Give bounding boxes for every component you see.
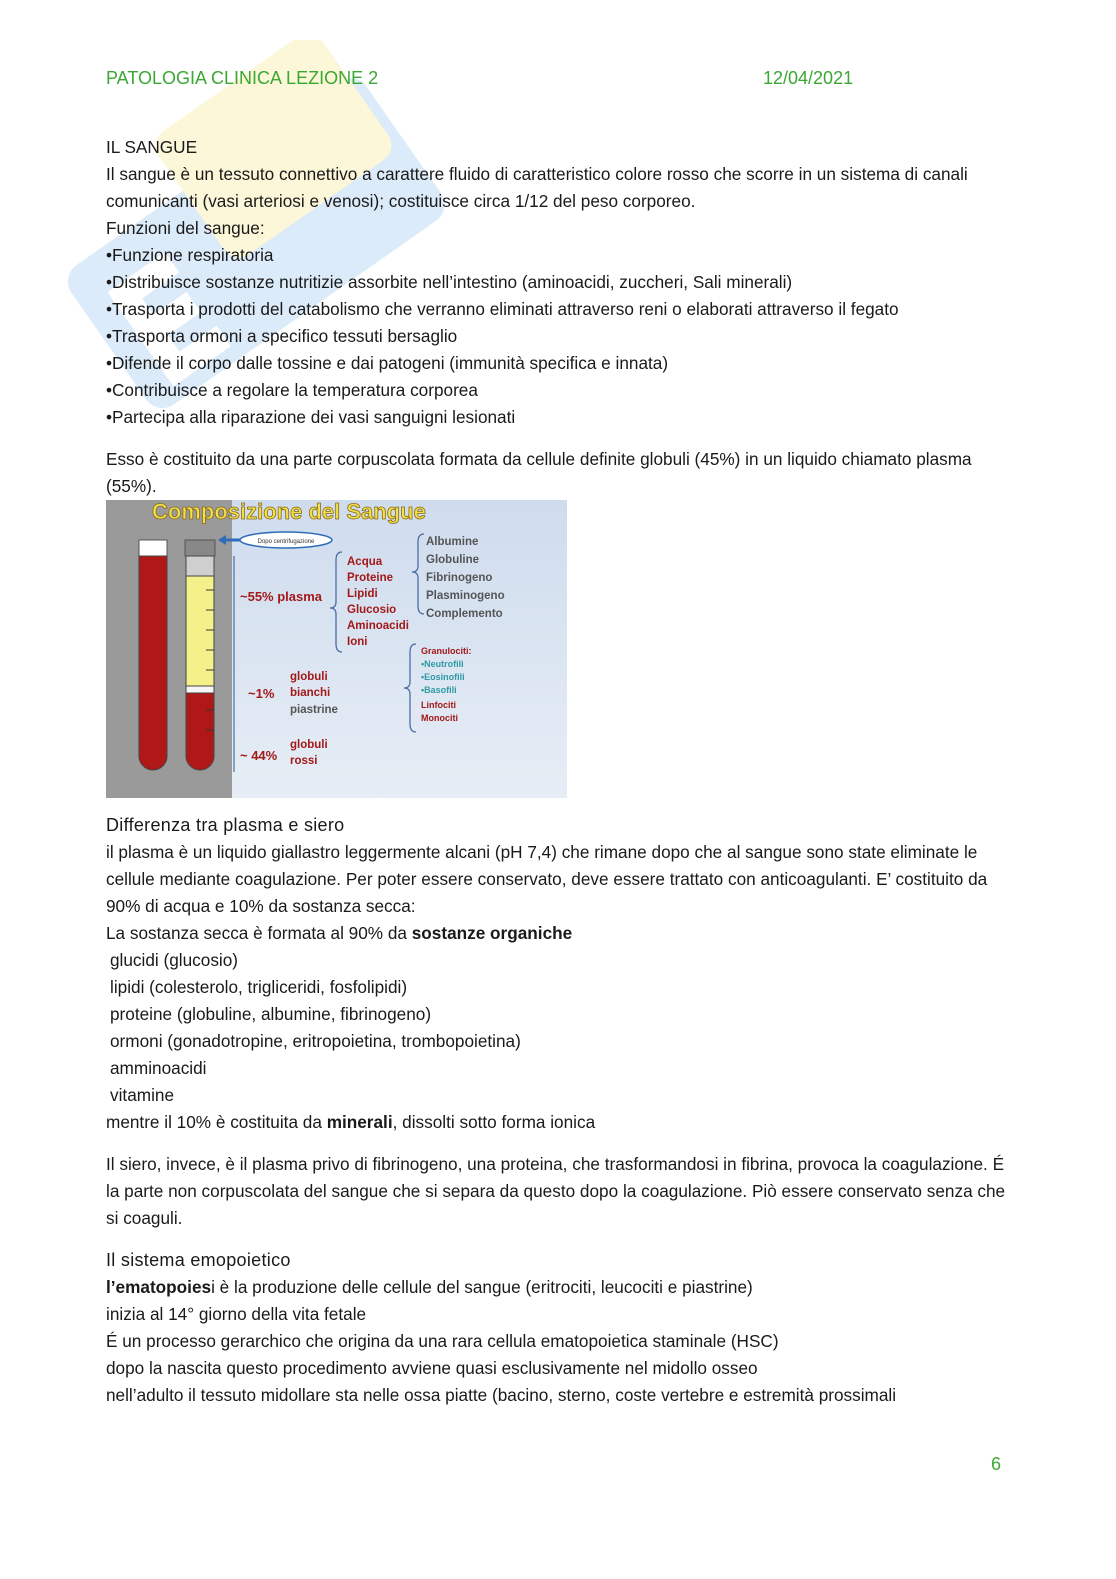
plasma-item: Ioni	[347, 636, 368, 648]
tube-right-empty	[186, 556, 214, 576]
list-item: •Distribuisce sostanze nutritizie assorbite nell’intestino (aminoacidi, zuccheri, Sali minerali)	[106, 272, 793, 292]
protein-item: Globuline	[426, 554, 480, 566]
plasma-item: Lipidi	[347, 588, 378, 600]
section-title-plasma-siero: Differenza tra plasma e siero	[106, 815, 345, 835]
list-item: •Trasporta i prodotti del catabolismo che verranno eliminati attraverso reni o elaborati attraverso il fegato	[106, 299, 899, 319]
buffy-label: bianchi	[290, 687, 331, 699]
buffy-percent: ~1%	[248, 686, 275, 701]
list-item: lipidi (colesterolo, trigliceridi, fosfolipidi)	[110, 977, 408, 997]
intro-paragraph: Il sangue è un tessuto connettivo a carattere fluido di caratteristico colore rosso che scorre in un sistema di canali comunicanti (vasi arteriosi e venosi); costituisce circa 1/12 del peso corporeo.	[106, 164, 968, 211]
plasma-paragraph: il plasma è un liquido giallastro leggermente alcani (pH 7,4) che rimane dopo che al sangue sono state eliminate le cellule mediante coagulazione. Per poter essere conservato, deve essere trattato con anticoagulanti. E’ costituito da 90% di acqua e 10% da sostanza secca:	[106, 842, 988, 916]
plasma-percent: ~55% plasma	[240, 589, 323, 604]
minerals-line	[106, 1109, 1006, 1136]
plasma-item: Aminoacidi	[347, 620, 409, 632]
header-date: 12/04/2021	[763, 68, 854, 88]
tube-right-rbc	[186, 693, 214, 770]
serum-paragraph: Il siero, invece, è il plasma privo di fibrinogeno, una proteina, che trasformandosi in fibrina, provoca la coagulazione. É la parte non corpuscolata del sangue che si separa da questo dopo la coagulazione. Piò essere conservato senza che si coaguli.	[106, 1154, 1006, 1228]
text-line: É un processo gerarchico che origina da una rara cellula ematopoietica staminale (HSC)	[106, 1331, 779, 1351]
list-item: •Trasporta ormoni a specifico tessuti bersaglio	[106, 326, 458, 346]
text-line: nell’adulto il tessuto midollare sta nelle ossa piatte (bacino, sterno, coste vertebre e estremità prossimali	[106, 1385, 897, 1405]
composition-paragraph: Esso è costituito da una parte corpuscolata formata da cellule definite globuli (45%) in un liquido chiamato plasma (55%).	[106, 449, 972, 496]
tube-cap-right	[185, 540, 215, 556]
list-item: vitamine	[110, 1085, 174, 1105]
organic-intro-text: La sostanza secca è formata al 90% da	[106, 923, 412, 943]
list-item: amminoacidi	[110, 1058, 207, 1078]
wbc-item: Granulociti:	[421, 646, 472, 656]
wbc-item: Linfociti	[421, 700, 456, 710]
protein-item: Albumine	[426, 536, 479, 548]
wbc-item: •Basofili	[421, 685, 457, 695]
wbc-item: •Eosinofili	[421, 672, 465, 682]
figure-title: Composizione del Sangue	[152, 500, 426, 524]
hematopoiesis-rest: i è la produzione delle cellule del sangue (eritrociti, leucociti e piastrine)	[211, 1277, 753, 1297]
list-item: •Difende il corpo dalle tossine e dai patogeni (immunità specifica e innata)	[106, 353, 669, 373]
hematopoiesis-term: l’ematopoies	[106, 1277, 212, 1297]
list-item: •Contribuisce a regolare la temperatura corporea	[106, 380, 478, 400]
organic-intro	[106, 920, 1006, 947]
protein-item: Complemento	[426, 608, 503, 620]
wbc-item: Monociti	[421, 713, 458, 723]
protein-item: Plasminogeno	[426, 590, 505, 602]
list-item: •Funzione respiratoria	[106, 245, 274, 265]
organic-intro-bold: sostanze organiche	[411, 923, 573, 943]
minerals-pre: mentre il 10% è costituita da	[106, 1112, 327, 1132]
rbc-label: globuli	[290, 739, 328, 751]
protein-item: Fibrinogeno	[426, 572, 493, 584]
plasma-item: Proteine	[347, 572, 394, 584]
minerals-bold: minerali	[326, 1112, 393, 1132]
tube-right-buffy	[186, 686, 214, 693]
list-item: •Partecipa alla riparazione dei vasi sanguigni lesionati	[106, 407, 516, 427]
page-content	[106, 134, 1006, 1409]
rbc-label: rossi	[290, 755, 318, 767]
minerals-post: , dissolti sotto forma ionica	[392, 1112, 596, 1132]
functions-title: Funzioni del sangue:	[106, 218, 265, 238]
header-title: PATOLOGIA CLINICA LEZIONE 2	[106, 68, 379, 88]
section-title-emopoietico: Il sistema emopoietico	[106, 1250, 291, 1270]
page-number: 6	[991, 1454, 1002, 1474]
buffy-label: globuli	[290, 671, 328, 683]
list-item: glucidi (glucosio)	[110, 950, 239, 970]
list-item: proteine (globuline, albumine, fibrinogeno)	[110, 1004, 432, 1024]
tube-cap-left	[139, 540, 167, 556]
rbc-percent: ~ 44%	[240, 748, 278, 763]
section-title-sangue: IL SANGUE	[106, 137, 198, 157]
wbc-item: •Neutrofili	[421, 659, 464, 669]
list-item: ormoni (gonadotropine, eritropoietina, trombopoietina)	[110, 1031, 521, 1051]
blood-composition-figure	[106, 500, 567, 798]
text-line: dopo la nascita questo procedimento avviene quasi esclusivamente nel midollo osseo	[106, 1358, 758, 1378]
buffy-label: piastrine	[290, 704, 338, 716]
plasma-item: Acqua	[347, 556, 383, 568]
centrifuge-tag-label: Dopo centrifugazione	[257, 539, 315, 545]
text-line: inizia al 14° giorno della vita fetale	[106, 1304, 367, 1324]
tube-left-blood	[139, 556, 167, 770]
plasma-item: Glucosio	[347, 604, 397, 616]
hematopoiesis-definition	[106, 1274, 1006, 1301]
